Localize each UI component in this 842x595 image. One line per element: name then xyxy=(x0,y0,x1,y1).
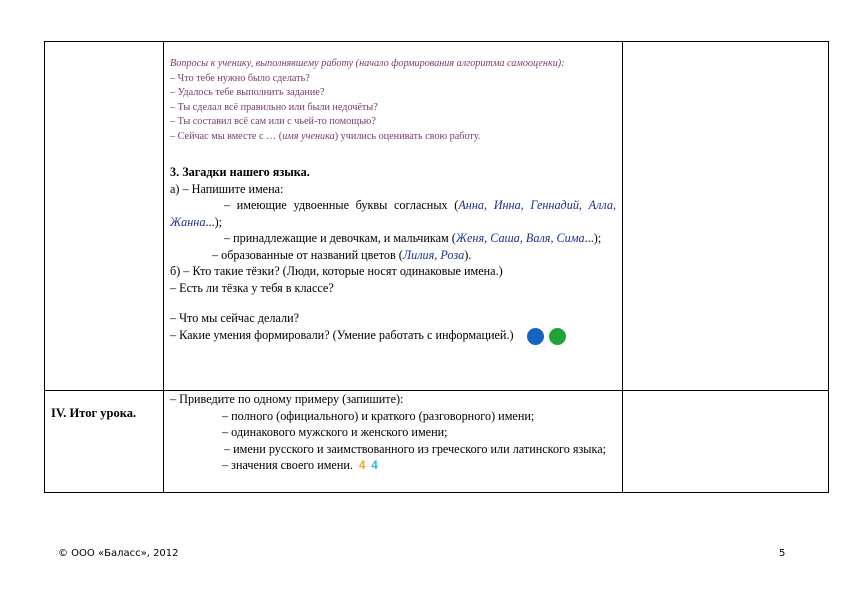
task-item-examples: Анна, Инна, Геннадий, Алла, Жанна xyxy=(170,198,616,229)
green-circle-icon xyxy=(549,328,566,345)
questions-intro: Вопросы к ученику, выполнявшему работу (начало формирования алгоритма самооценки): xyxy=(170,58,565,69)
final-question-row xyxy=(170,327,616,345)
stage-title: IV. Итог урока. xyxy=(51,406,137,420)
question-item: – Ты составил всё сам или с чьей-то помощью? xyxy=(170,116,376,127)
content-cell xyxy=(164,42,623,391)
table-row xyxy=(45,391,829,493)
table-row xyxy=(45,42,829,391)
question-item xyxy=(170,130,616,145)
task-item-text: – имеющие удвоенные буквы согласных ( xyxy=(224,198,459,212)
summary-item: – значения своего имени. xyxy=(222,458,353,472)
summary-item: – одинакового мужского и женского имени; xyxy=(222,425,448,439)
task-item-text: – образованные от названий цветов ( xyxy=(212,247,403,262)
notes-cell xyxy=(623,42,829,391)
final-question: – Что мы сейчас делали? xyxy=(170,311,300,325)
footer-copyright: © ООО «Баласс», 2012 xyxy=(58,548,179,559)
question-item: – Ты сделал всё правильно или были недочёты? xyxy=(170,101,378,113)
student-name-placeholder: имя ученика xyxy=(282,130,335,142)
task-item-end: ...); xyxy=(584,231,602,245)
lesson-table xyxy=(44,41,829,493)
question-block xyxy=(170,42,616,144)
assessment-dots xyxy=(525,327,566,345)
task-c: – Есть ли тёзка у тебя в классе? xyxy=(170,280,334,295)
task-item-examples: Женя, Саша, Валя, Сима xyxy=(455,231,585,245)
summary-item: – имени русского и заимствованного из греческого или латинского языка; xyxy=(224,441,607,456)
task-item-end: ...); xyxy=(205,214,223,229)
question-text: ) учились оценивать свою работу. xyxy=(334,130,481,142)
section-title: 3. Загадки нашего языка. xyxy=(170,165,310,179)
stage-cell-empty xyxy=(45,42,164,391)
page-number: 5 xyxy=(779,548,786,559)
notes-cell xyxy=(623,391,829,493)
marker-cyan: 4 xyxy=(371,460,378,472)
summary-intro: – Приведите по одному примеру (запишите): xyxy=(170,392,404,406)
question-text: – Сейчас мы вместе с … ( xyxy=(170,130,283,142)
question-item: – Удалось тебе выполнить задание? xyxy=(170,87,325,98)
task-item-text: – принадлежащие и девочкам, и мальчикам ( xyxy=(224,231,456,245)
task-a: а) – Напишите имена: xyxy=(170,181,284,196)
summary-item: – полного (официального) и краткого (разговорного) имени; xyxy=(222,408,535,423)
question-item: – Что тебе нужно было сделать? xyxy=(170,72,310,84)
task-b: б) – Кто такие тёзки? (Люди, которые носят одинаковые имена.) xyxy=(170,264,503,278)
summary-item-row xyxy=(170,457,616,475)
task-item xyxy=(170,247,616,264)
blue-circle-icon xyxy=(527,328,544,345)
stage-cell xyxy=(45,391,164,493)
task-item xyxy=(170,197,616,230)
task-item-examples: Лилия, Роза xyxy=(402,247,465,262)
task-item-end: ). xyxy=(464,247,472,262)
final-question: – Какие умения формировали? (Умение работать с информацией.) xyxy=(170,327,514,342)
marker-orange: 4 xyxy=(358,460,366,472)
task-item xyxy=(170,230,616,247)
content-cell xyxy=(164,391,623,493)
